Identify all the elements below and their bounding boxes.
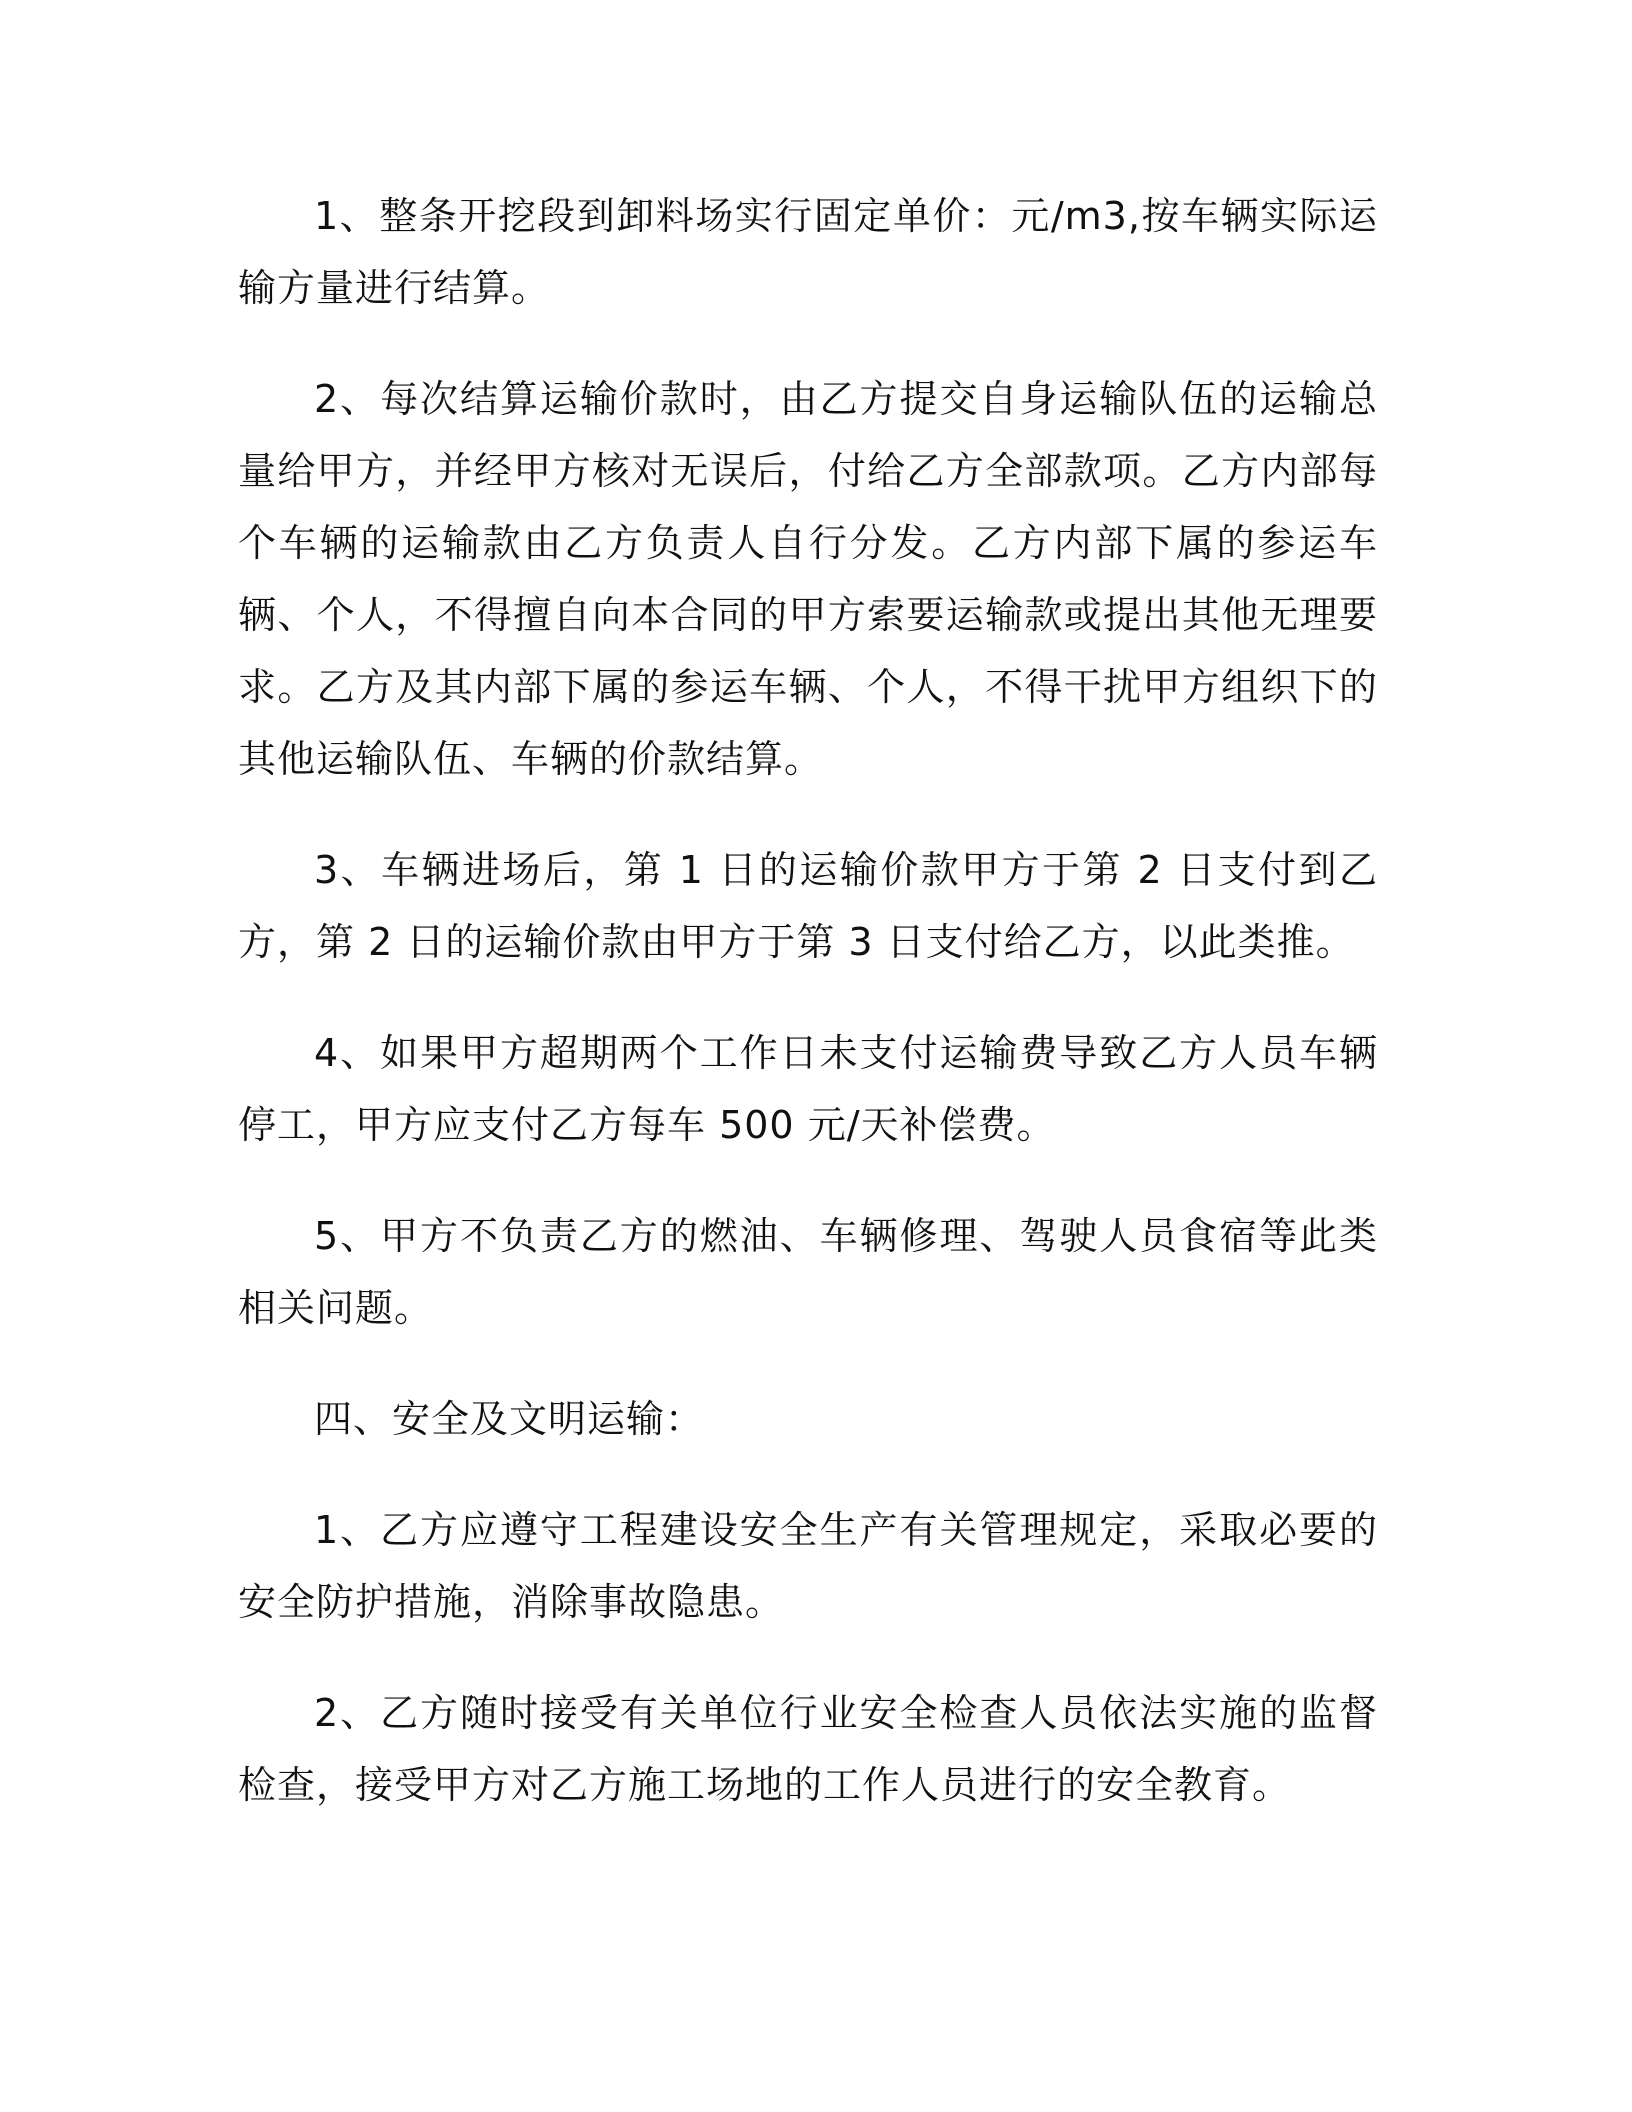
- clause-3-daily-payment: 3、车辆进场后，第 1 日的运输价款甲方于第 2 日支付到乙方，第 2 日的运输价款由甲方于第 3 日支付给乙方，以此类推。: [238, 848, 1378, 964]
- safety-clause-1: 1、乙方应遵守工程建设安全生产有关管理规定，采取必要的安全防护措施，消除事故隐患。: [238, 1508, 1378, 1624]
- document-body: [238, 180, 1378, 1860]
- clause-4-late-payment-compensation: 4、如果甲方超期两个工作日未支付运输费导致乙方人员车辆停工，甲方应支付乙方每车 500 元/天补偿费。: [238, 1031, 1378, 1147]
- safety-clause-2: 2、乙方随时接受有关单位行业安全检查人员依法实施的监督检查，接受甲方对乙方施工场地的工作人员进行的安全教育。: [238, 1691, 1378, 1807]
- clause-1-fixed-unit-price: 1、整条开挖段到卸料场实行固定单价：元/m3,按车辆实际运输方量进行结算。: [238, 194, 1378, 310]
- section-heading-safety: 四、安全及文明运输：: [314, 1397, 705, 1441]
- clause-2-settlement-procedure: 2、每次结算运输价款时，由乙方提交自身运输队伍的运输总量给甲方，并经甲方核对无误后，付给乙方全部款项。乙方内部每个车辆的运输款由乙方负责人自行分发。乙方内部下属的参运车辆、个人，不得擅自向本合同的甲方索要运输款或提出其他无理要求。乙方及其内部下属的参运车辆、个人，不得干扰甲方组织下的其他运输队伍、车辆的价款结算。: [238, 377, 1378, 781]
- clause-5-excluded-costs: 5、甲方不负责乙方的燃油、车辆修理、驾驶人员食宿等此类相关问题。: [238, 1214, 1378, 1330]
